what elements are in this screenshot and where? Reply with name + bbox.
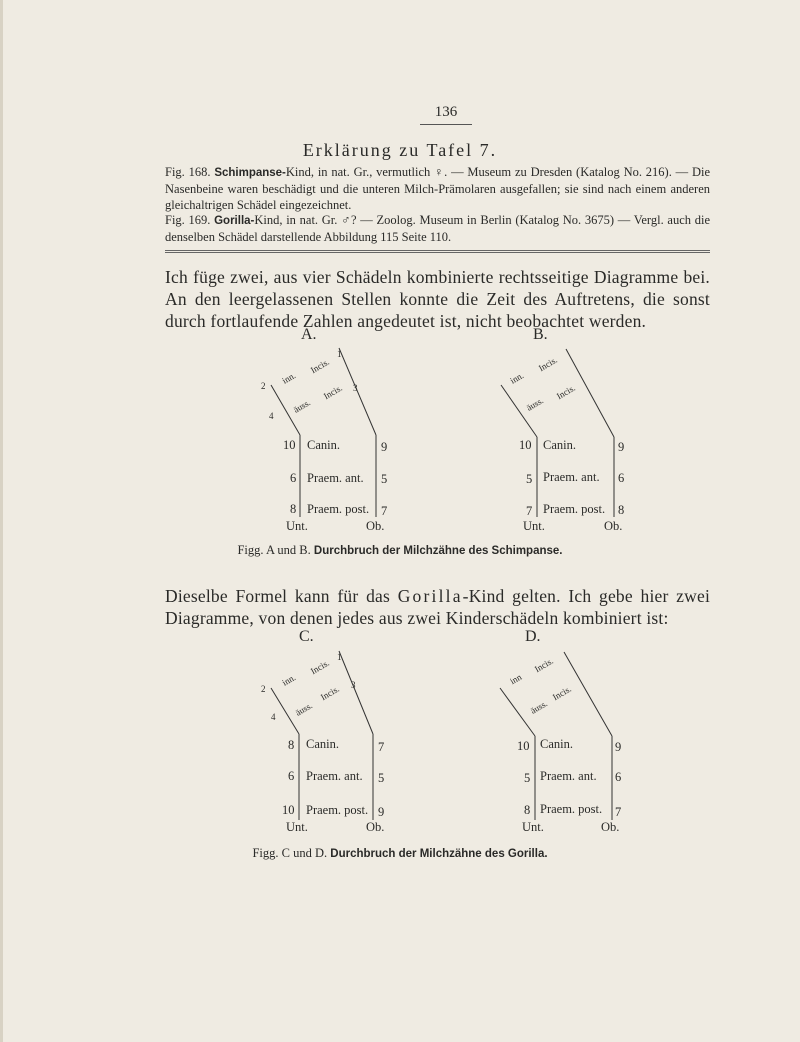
diagram-d-row1-right: 9	[615, 740, 622, 754]
diagram-d-unt: Unt.	[522, 820, 544, 834]
paragraph-gorilla-part2: -Kind gelten. Ich gebe hier zwei Diagramme, von denen jedes aus zwei Kinderschädeln kombiniert ist:	[165, 586, 711, 628]
paragraph-gorilla-name: Gorilla	[397, 586, 463, 606]
diagram-b-row1-left: 10	[519, 438, 532, 452]
diagram-a-num-2: 2	[261, 381, 266, 391]
diagram-c-num-1: 1	[337, 652, 342, 662]
diagram-c-incis-upper: Incis.	[308, 657, 331, 677]
diagram-c	[255, 648, 445, 848]
caption-fig168	[165, 164, 710, 213]
diagram-a-num-3: 3	[353, 383, 358, 393]
diagram-d	[494, 648, 684, 848]
diagram-b-row2-label: Praem. ant.	[543, 470, 600, 484]
page-number: 136	[434, 104, 458, 120]
diagram-c-ob: Ob.	[366, 820, 385, 834]
diagram-d-row1-left: 10	[517, 739, 530, 753]
diagram-d-inn-label: inn	[508, 671, 524, 687]
diagram-d-incis-upper: Incis.	[532, 655, 555, 675]
figure-caption-ab	[0, 543, 800, 558]
paragraph-gorilla-part1: Dieselbe Formel kann für das	[165, 586, 398, 606]
diagram-b-auss-label: äuss.	[524, 395, 546, 413]
diagram-a-incis-upper: Incis.	[308, 356, 331, 376]
diagram-b-row1-right: 9	[618, 440, 625, 454]
diagram-d-row3-label: Praem. post.	[540, 802, 603, 816]
paragraph-intro: Ich füge zwei, aus vier Schädeln kombinierte rechtsseitige Diagramme bei. An den leergelassenen Stellen konnte die Zeit des Auftretens, die sonst durch fortlaufende Zahlen angedeutet ist, nicht beobachtet werden.	[165, 267, 710, 331]
paragraph-gorilla	[165, 585, 710, 629]
caption-fig168-prefix: Fig. 168.	[165, 165, 211, 179]
diagram-b	[494, 345, 684, 545]
diagram-c-unt: Unt.	[286, 820, 308, 834]
figure-caption-ab-prefix: Figg. A und B.	[237, 543, 311, 557]
diagram-d-title: D.	[525, 628, 541, 645]
diagram-d-row2-left: 5	[524, 771, 531, 785]
diagram-a-row3-label: Praem. post.	[307, 502, 370, 516]
diagram-c-row1-left: 8	[288, 738, 295, 752]
diagram-a-num-1: 1	[337, 349, 342, 359]
diagram-b-incis-lower: Incis.	[554, 382, 577, 402]
figure-caption-ab-bold: Durchbruch der Milchzähne des Schimpanse.	[313, 545, 563, 557]
diagram-d-row2-right: 6	[615, 770, 622, 784]
figure-caption-cd-bold: Durchbruch der Milchzähne des Gorilla.	[330, 848, 548, 860]
diagram-c-num-3: 3	[351, 680, 356, 690]
diagram-b-row3-label: Praem. post.	[543, 502, 606, 516]
diagram-a-ob: Ob.	[366, 519, 385, 533]
caption-fig169-prefix: Fig. 169.	[165, 213, 211, 227]
diagram-c-row2-label: Praem. ant.	[306, 769, 363, 783]
diagram-a-row2-left: 6	[290, 471, 297, 485]
diagram-a-row1-label: Canin.	[307, 438, 340, 452]
diagram-a-row3-left: 8	[290, 502, 297, 516]
caption-fig169-text: Kind, in nat. Gr. ♂? — Zoolog. Museum in Berlin (Katalog No. 3675) — Vergl. auch die denselben Schädel darstellende Abbildung 115 Seite 110.	[165, 213, 710, 244]
diagram-d-row2-label: Praem. ant.	[540, 769, 597, 783]
diagram-b-ob: Ob.	[604, 519, 623, 533]
diagram-c-row2-left: 6	[288, 769, 295, 783]
plate-heading: Erklärung zu Tafel 7.	[302, 140, 498, 160]
diagram-b-inn-label: inn.	[508, 370, 526, 386]
diagram-d-auss-label: äuss.	[528, 698, 550, 716]
diagram-d-row1-label: Canin.	[540, 737, 573, 751]
diagram-a	[255, 345, 445, 545]
diagram-c-row3-left: 10	[282, 803, 295, 817]
diagram-a-auss-label: äuss.	[291, 397, 313, 415]
diagram-b-row3-right: 8	[618, 503, 625, 517]
diagram-a-title: A.	[301, 326, 317, 343]
diagram-a-unt: Unt.	[286, 519, 308, 533]
caption-fig169	[165, 212, 710, 245]
diagram-b-row3-left: 7	[526, 504, 533, 518]
diagram-d-incis-lower: Incis.	[550, 683, 573, 703]
diagram-c-num-4: 4	[271, 712, 276, 722]
diagram-c-row2-right: 5	[378, 771, 385, 785]
diagram-c-incis-lower: Incis.	[318, 683, 341, 703]
diagram-a-row2-label: Praem. ant.	[307, 471, 364, 485]
diagram-d-row3-left: 8	[524, 803, 531, 817]
page-number-rule	[420, 124, 472, 125]
diagram-c-row1-right: 7	[378, 740, 385, 754]
diagram-c-auss-label: äuss.	[293, 700, 315, 718]
diagram-a-num-4: 4	[269, 411, 274, 421]
diagram-b-incis-upper: Incis.	[536, 354, 559, 374]
diagram-b-row1-label: Canin.	[543, 438, 576, 452]
diagram-a-row1-left: 10	[283, 438, 296, 452]
diagram-c-row3-right: 9	[378, 805, 385, 819]
diagram-d-row3-right: 7	[615, 805, 622, 819]
section-divider	[165, 250, 710, 253]
diagram-a-row2-right: 5	[381, 472, 388, 486]
diagram-c-inn-label: inn.	[280, 672, 298, 688]
diagram-c-row1-label: Canin.	[306, 737, 339, 751]
diagram-c-title: C.	[299, 628, 314, 645]
diagram-a-incis-lower: Incis.	[321, 382, 344, 402]
diagram-c-row3-label: Praem. post.	[306, 803, 369, 817]
figure-caption-cd	[0, 846, 800, 861]
diagram-a-row3-right: 7	[381, 504, 388, 518]
diagram-b-row2-left: 5	[526, 472, 533, 486]
caption-fig168-bold: Schimpanse-	[214, 167, 286, 179]
diagram-b-title: B.	[533, 326, 548, 343]
caption-fig169-bold: Gorilla-	[214, 215, 255, 227]
caption-fig168-text: Kind, in nat. Gr., vermutlich ♀. — Museum zu Dresden (Katalog No. 216). — Die Nasenbeine waren beschädigt und die unteren Milch-Prämolaren ausgefallen; sie sind nach einem anderen gleichaltrigen Schädel eingezeichnet.	[165, 165, 711, 212]
figure-caption-cd-prefix: Figg. C und D.	[252, 846, 328, 860]
diagram-a-inn-label: inn.	[280, 370, 298, 386]
diagram-d-ob: Ob.	[601, 820, 620, 834]
diagram-b-unt: Unt.	[523, 519, 545, 533]
diagram-b-row2-right: 6	[618, 471, 625, 485]
diagram-a-row1-right: 9	[381, 440, 388, 454]
diagram-c-num-2: 2	[261, 684, 266, 694]
